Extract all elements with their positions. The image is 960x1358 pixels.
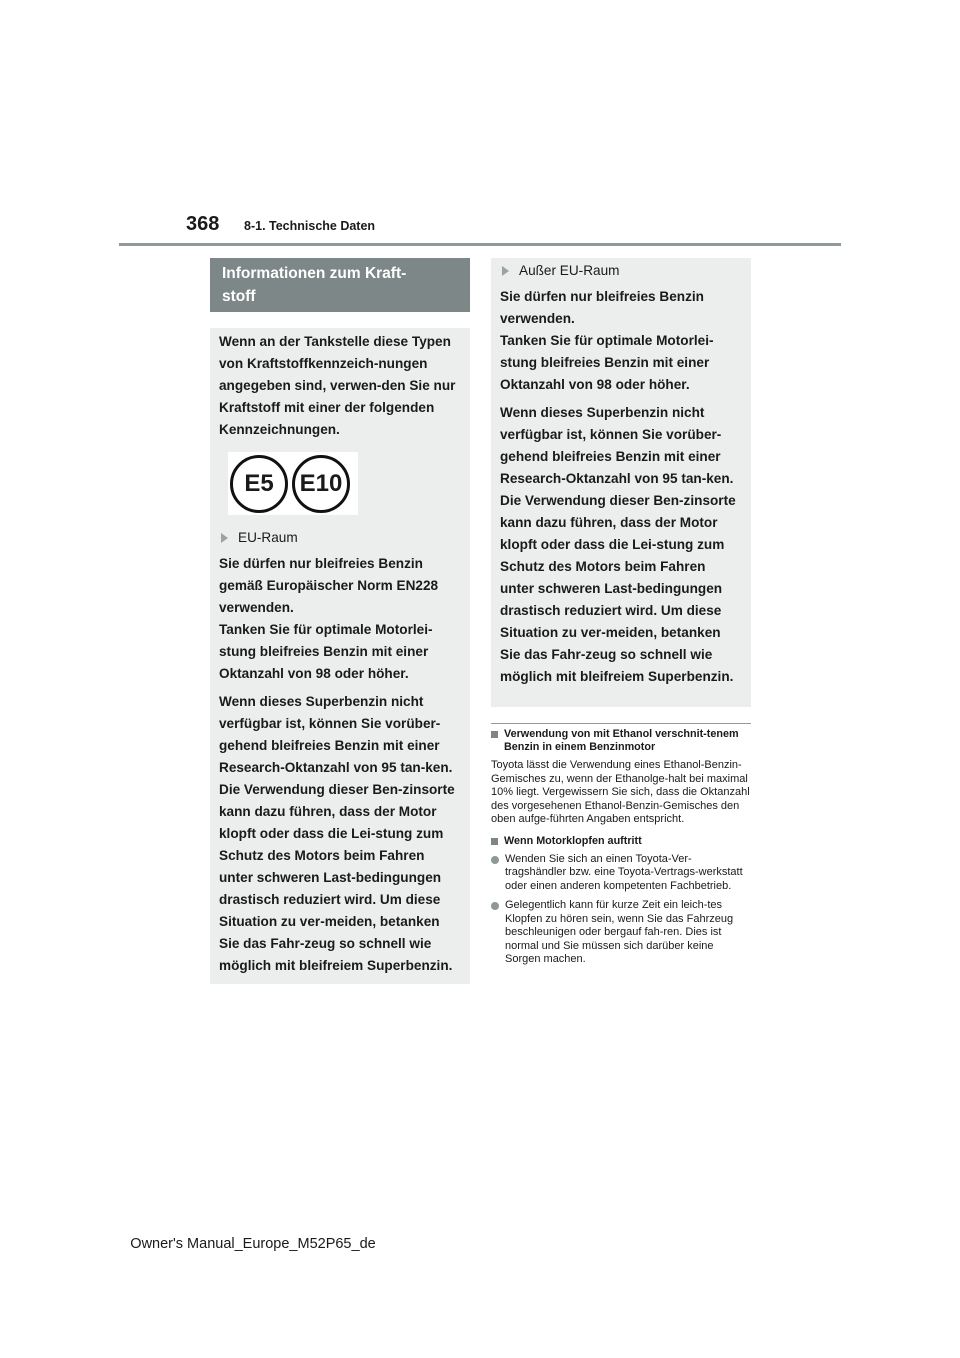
intro-text: Wenn an der Tankstelle diese Typen von Kraftstoffkennzeich-nungen angegeben sind, verwen-den Sie nur Kraftstoff mit einer der folgenden Kennzeichnungen. [219, 334, 456, 437]
non-eu-region-label [500, 260, 741, 282]
ethanol-note-body: Toyota lässt die Verwendung eines Ethanol-Benzin-Gemisches zu, wenn der Ethanolge-halt bei maximal 10% liegt. Vergewissern Sie sich, dass die Oktanzahl des vorgesehenen Ethanol-Benzin-Gemisches den oben aufge-führten Angaben entspricht. [491, 759, 750, 825]
eu-fallback-text: Wenn dieses Superbenzin nicht verfügbar ist, können Sie vorüber-gehend bleifreies Benzin mit einer Research-Oktanzahl von 95 tan-ken. Die Verwendung dieser Ben-zinsorte kann dazu führen, dass der Motor klopft oder dass die Lei-stung zum Schutz des Motors beim Fahren unter schweren Last-bedingungen drastisch reduziert wird. Um diese Situation zu ver-meiden, betanken Sie das Fahr-zeug so schnell wie möglich mit bleifreiem Superbenzin. [219, 694, 455, 973]
square-bullet-icon [491, 731, 498, 738]
notes-section [491, 723, 751, 973]
fuel-info-box [210, 328, 470, 984]
notes-rule [491, 723, 751, 724]
knock-note-heading [491, 835, 751, 848]
eu-region-label [219, 527, 460, 549]
section-title: 8-1. Technische Daten [244, 219, 376, 233]
bullet-text: Gelegentlich kann für kurze Zeit ein leich-tes Klopfen zu hören sein, wenn Sie das Fahrzeug beschleunigen oder bergauf fah-ren. Dies ist normal und Sie müssen sich darüber keine Sorgen machen. [505, 899, 734, 965]
e5-badge: E5 [230, 455, 288, 513]
list-item [491, 853, 751, 894]
fuel-label-badges [228, 452, 358, 515]
knock-note-title: Wenn Motorklopfen auftritt [504, 834, 642, 847]
non-eu-box [491, 258, 751, 707]
dot-bullet-icon [491, 856, 499, 864]
non-eu-fuel-text: Sie dürfen nur bleifreies Benzin verwenden. Tanken Sie für optimale Motorlei-stung bleifreies Benzin mit einer Oktanzahl von 98 oder höher. [500, 289, 714, 392]
ethanol-note-heading [491, 728, 751, 754]
arrow-right-icon [221, 533, 228, 543]
non-eu-region-text: Außer EU-Raum [519, 263, 620, 278]
dot-bullet-icon [491, 902, 499, 910]
eu-region-text: EU-Raum [238, 530, 298, 545]
left-column [210, 258, 470, 984]
list-item [491, 899, 751, 967]
footer-text: Owner's Manual_Europe_M52P65_de [130, 1236, 376, 1252]
non-eu-fallback-text: Wenn dieses Superbenzin nicht verfügbar ist, können Sie vorüber-gehend bleifreies Benzin mit einer Research-Oktanzahl von 95 tan-ken. Die Verwendung dieser Ben-zinsorte kann dazu führen, dass der Motor klopft oder dass die Lei-stung zum Schutz des Motors beim Fahren unter schweren Last-bedingungen drastisch reduziert wird. Um diese Situation zu ver-meiden, betanken Sie das Fahr-zeug so schnell wie möglich mit bleifreiem Superbenzin. [500, 405, 736, 684]
fuel-info-heading: Informationen zum Kraft- stoff [210, 258, 470, 312]
header-rule [119, 243, 841, 246]
page-number: 368 [186, 213, 220, 235]
eu-fuel-text: Sie dürfen nur bleifreies Benzin gemäß Europäischer Norm EN228 verwenden. Tanken Sie für optimale Motorlei-stung bleifreies Benzin mit einer Oktanzahl von 98 oder höher. [219, 556, 439, 681]
ethanol-note-title: Verwendung von mit Ethanol verschnit-tenem Benzin in einem Benzinmotor [504, 728, 739, 753]
arrow-right-icon [502, 266, 509, 276]
bullet-text: Wenden Sie sich an einen Toyota-Ver-tragshändler bzw. eine Toyota-Vertrags-werkstatt oder einen anderen kompetenten Fachbetrieb. [505, 852, 743, 892]
e10-badge: E10 [292, 455, 350, 513]
square-bullet-icon [491, 838, 498, 845]
